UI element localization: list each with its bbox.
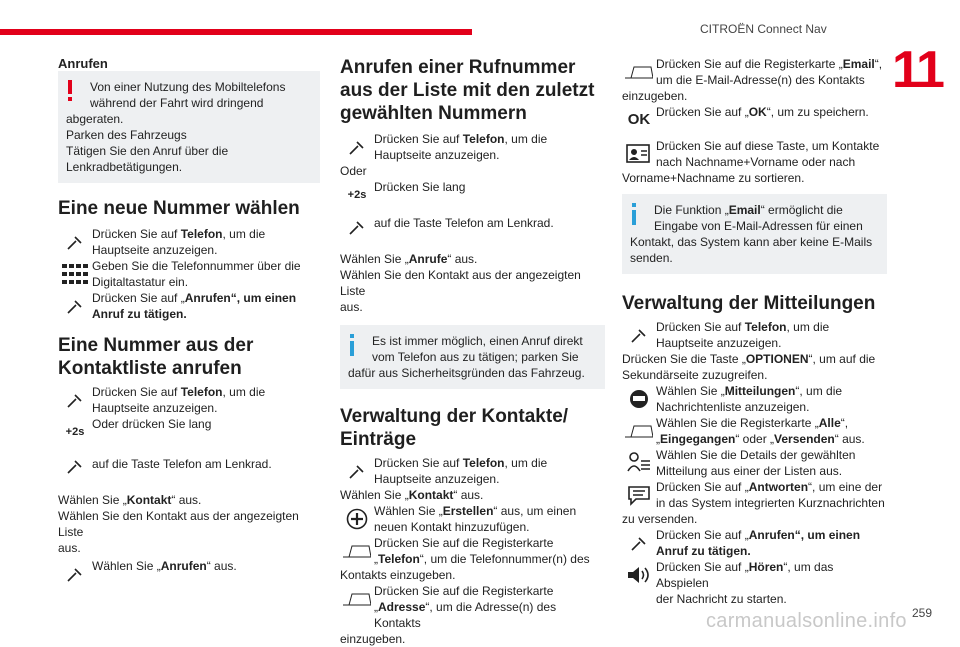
warning-icon <box>65 80 75 102</box>
sms-icon <box>622 383 656 415</box>
long-press-icon: +2s <box>347 189 367 201</box>
ok-icon: OK <box>627 111 651 128</box>
column-3: Drücken Sie auf die Registerkarte „Email“, um die E-Mail-Adresse(n) des Kontakts einzugeben. OK Drücken Sie auf „OK“, um zu speichern. Drücken Sie auf diese Taste, um Kontakte nach Nachname+Vorname oder nach Vorname+Nachname zu sortieren. Die Funktion „Email“ ermöglicht die Eingabe von E-Mail-Adressen für einen Kontakt, das System kann aber keine E-Mails senden. Verwaltung der Mitteilungen Drücken Sie auf Telefon, um die Hauptseite anzuzeigen. Drücken Sie die Taste „OPTIONEN“, um auf die Sekundärseite zuzugreifen. Wählen Sie „Mitteilungen“, um die Nachrichtenliste anzuzeigen. Wählen Sie die Registerkarte „Alle“, „Eingegangen“ oder „Versenden“ aus. Wählen Sie die Details der gewählten Mitteilung aus einer der Listen aus. Drücken Sie auf „Antworten“, um eine der in das System integrierten Kurznachrichten zu versenden. Drücken Sie auf „Anrufen“, um einen Anruf zu tätigen. Drücken Sie auf „Hören“, um das Abspielen der Nachricht zu starten. <box>622 56 887 607</box>
step: Wählen Sie die Registerkarte „Alle“, „Eingegangen“ oder „Versenden“ aus. <box>622 415 887 447</box>
long-press-icon: +2s <box>65 426 85 438</box>
tap-icon <box>340 131 374 163</box>
step: Wählen Sie „Anrufen“ aus. <box>58 558 320 590</box>
tab-icon <box>340 535 374 567</box>
step: Drücken Sie auf die Registerkarte „Adresse“, um die Adresse(n) des Kontakts <box>340 583 605 631</box>
tap-icon <box>58 384 92 416</box>
tap-icon <box>58 558 92 590</box>
step: Drücken Sie auf Telefon, um die Hauptseite anzuzeigen. <box>340 131 605 163</box>
step: auf die Taste Telefon am Lenkrad. <box>340 211 605 243</box>
tab-icon <box>622 415 656 447</box>
info-box: Die Funktion „Email“ ermöglicht die Eingabe von E-Mail-Adressen für einen Kontakt, das System kann aber keine E-Mails senden. <box>622 194 887 274</box>
warning-box: Von einer Nutzung des Mobiltelefons während der Fahrt wird dringend abgeraten. Parken des Fahrzeugs Tätigen Sie den Anruf über die Lenkradbetätigungen. <box>58 71 320 183</box>
step: Drücken Sie auf Telefon, um die Hauptseite anzuzeigen. <box>622 319 887 351</box>
step: Drücken Sie auf diese Taste, um Kontakte nach Nachname+Vorname oder nach <box>622 138 887 170</box>
heading-new-number: Eine neue Nummer wählen <box>58 198 300 219</box>
tap-icon <box>58 226 92 258</box>
step: Wählen Sie „Mitteilungen“, um die Nachrichtenliste anzuzeigen. <box>622 383 887 415</box>
step: +2s Drücken Sie lang <box>340 179 605 211</box>
step: Drücken Sie auf „Anrufen“, um einen Anruf zu tätigen. <box>58 290 320 322</box>
section-subtitle: Anrufen <box>58 56 108 71</box>
running-header: CITROËN Connect Nav <box>700 22 827 36</box>
info-box: Es ist immer möglich, einen Anruf direkt vom Telefon aus zu tätigen; parken Sie dafür aus Sicherheitsgründen das Fahrzeug. <box>340 325 605 389</box>
step: Drücken Sie auf die Registerkarte „Telefon“, um die Telefonnummer(n) des <box>340 535 605 567</box>
tap-icon <box>58 290 92 322</box>
step: Drücken Sie auf Telefon, um die Hauptseite anzuzeigen. <box>340 455 605 487</box>
step: OK Drücken Sie auf „OK“, um zu speichern. <box>622 104 887 136</box>
heading-messages: Verwaltung der Mitteilungen <box>622 293 876 314</box>
add-contact-icon <box>340 503 374 535</box>
tap-icon <box>58 450 92 482</box>
tab-icon <box>622 56 656 88</box>
step: Geben Sie die Telefonnummer über die Digitaltastatur ein. <box>58 258 320 290</box>
speaker-icon <box>622 559 656 591</box>
heading-manage-contacts: Verwaltung der Kontakte/ Einträge <box>340 406 569 450</box>
step: Drücken Sie auf „Antworten“, um eine der in das System integrierten Kurznachrichten <box>622 479 887 511</box>
chapter-number: 11 <box>892 41 943 99</box>
page-number: 259 <box>912 606 933 620</box>
keypad-icon <box>58 258 92 290</box>
column-1: Anrufen Von einer Nutzung des Mobiltelefons während der Fahrt wird dringend abgeraten. Parken des Fahrzeugs Tätigen Sie den Anruf über die Lenkradbetätigungen. Eine neue Nummer wählen Drücken Sie auf Telefon, um die Hauptseite anzuzeigen. Geben Sie die Telefonnummer über die Digitaltastatur ein. Drücken Sie auf „Anrufen“, um einen Anruf zu tätigen. Eine Nummer aus der Kontaktliste anrufen Drücken Sie auf Telefon, um die Hauptseite anzuzeigen. +2s Oder drücken Sie lang auf die Taste Telefon am Lenkrad. Wählen Sie „Kontakt“ aus. Wählen Sie den Kontakt aus der angezeigten Liste aus. Wählen Sie „Anrufen“ aus. <box>58 56 320 590</box>
message-details-icon <box>622 447 656 479</box>
step: Wählen Sie die Details der gewählten Mitteilung aus einer der Listen aus. <box>622 447 887 479</box>
tap-icon <box>340 455 374 487</box>
watermark: carmanualsonline.info <box>706 610 907 632</box>
step: Drücken Sie auf „Anrufen“, um einen Anruf zu tätigen. <box>622 527 887 559</box>
call-icon <box>622 527 656 559</box>
heading-recent-calls: Anrufen einer Rufnummer aus der Liste mit den zuletzt gewählten Nummern <box>340 57 595 124</box>
step: Wählen Sie „Erstellen“ aus, um einen neuen Kontakt hinzuzufügen. <box>340 503 605 535</box>
header-accent-bar <box>0 29 472 35</box>
step: Drücken Sie auf die Registerkarte „Email“, um die E-Mail-Adresse(n) des Kontakts <box>622 56 887 88</box>
step: Drücken Sie auf Telefon, um die Hauptseite anzuzeigen. <box>58 384 320 416</box>
tab-icon <box>340 583 374 615</box>
info-icon <box>629 203 639 225</box>
sort-contacts-icon <box>622 138 656 170</box>
step: Drücken Sie auf „Hören“, um das Abspielen der Nachricht zu starten. <box>622 559 887 607</box>
column-2: Anrufen einer Rufnummer aus der Liste mit den zuletzt gewählten Nummern Drücken Sie auf Telefon, um die Hauptseite anzuzeigen. Oder +2s Drücken Sie lang auf die Taste Telefon am Lenkrad. Wählen Sie „Anrufe“ aus. Wählen Sie den Kontakt aus der angezeigten Liste aus. Es ist immer möglich, einen Anruf direkt vom Telefon aus zu tätigen; parken Sie dafür aus Sicherheitsgründen das Fahrzeug. Verwaltung der Kontakte/ Einträge Drücken Sie auf Telefon, um die Hauptseite anzuzeigen. Wählen Sie „Kontakt“ aus. Wählen Sie „Erstellen“ aus, um einen neuen Kontakt hinzuzufügen. Drücken Sie auf die Registerkarte „Telefon“, um die Telefonnummer(n) des Kontakts einzugeben. Drücken Sie auf die Registerkarte „Adresse“, um die Adresse(n) des Kontakts einzugeben. <box>340 56 605 647</box>
info-icon <box>347 334 357 356</box>
heading-contact-list: Eine Nummer aus der Kontaktliste anrufen <box>58 335 254 379</box>
tap-icon <box>340 211 374 243</box>
step: Drücken Sie auf Telefon, um die Hauptseite anzuzeigen. <box>58 226 320 258</box>
reply-icon <box>622 479 656 511</box>
step: auf die Taste Telefon am Lenkrad. <box>58 450 320 482</box>
step: +2s Oder drücken Sie lang <box>58 416 320 448</box>
tap-icon <box>622 319 656 351</box>
